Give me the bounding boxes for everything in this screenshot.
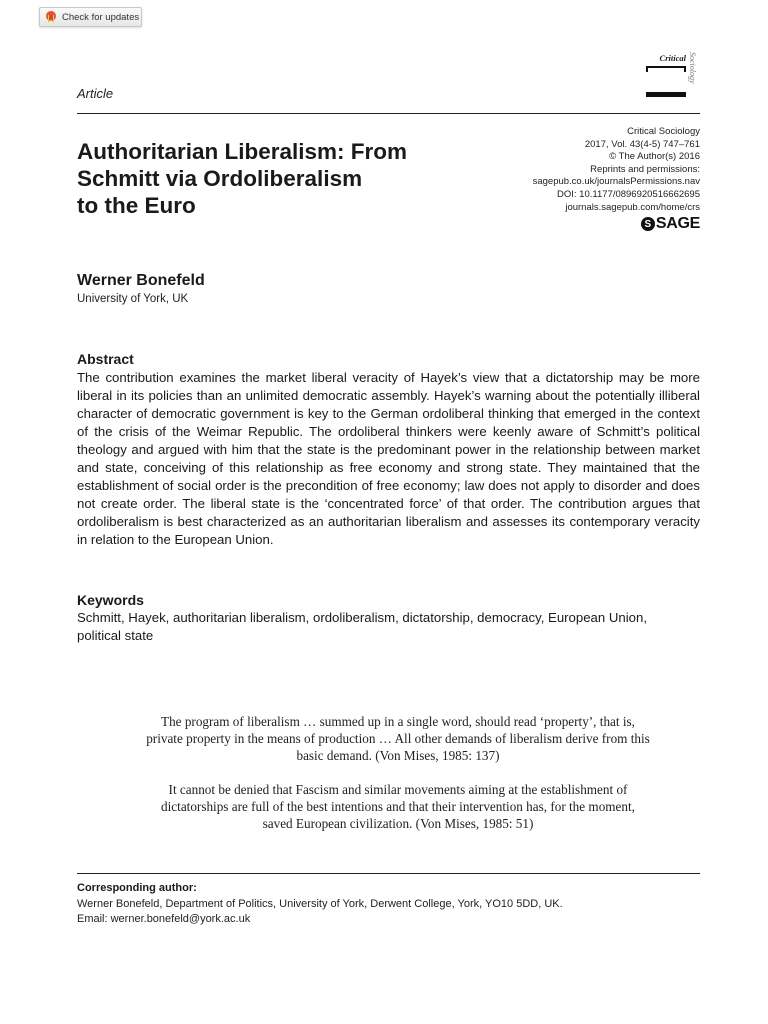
epigraph-line: saved European civilization. (Von Mises, 1985: 51): [262, 816, 534, 831]
check-for-updates-label: Check for updates: [62, 11, 140, 23]
journal-logo-vertical-word: Sociology: [688, 52, 697, 84]
keywords-body: Schmitt, Hayek, authoritarian liberalism, ordoliberalism, dictatorship, democracy, European Union, political state: [77, 610, 647, 643]
corresponding-author-address: Werner Bonefeld, Department of Politics, University of York, Derwent College, York, YO10 5DD, UK.: [77, 898, 563, 910]
sage-logo-icon: S: [641, 217, 655, 231]
check-for-updates-button[interactable]: [39, 7, 142, 27]
doi[interactable]: DOI: 10.1177/0896920516662695: [557, 188, 700, 200]
permissions-label: Reprints and permissions:: [590, 163, 700, 175]
article-title: [77, 138, 497, 219]
abstract-body: The contribution examines the market liberal veracity of Hayek’s view that a dictatorship may be more liberal in its policies than an unlimited democratic assembly. Hayek’s warning about the potentially illiberal character of democratic government is key to the German ordoliberal thinking that emerged in the context of the crisis of the Weimar Republic. The ordoliberal thinkers were keenly aware of Schmitt’s political theology and argued with him that the state is the predominant power in the relationship between market and state, conceiving of this relationship as free economy and strong state. They maintained that the establishment of social order is the precondition of free economy; law does not apply to disorder and does not create order. The liberal state is the ‘concentrated force’ of that order. The contribution argues that ordoliberalism is best characterized as an authoritarian liberalism and assesses its contemporary veracity in relation to the European Union.: [77, 370, 700, 547]
publisher-logo: [641, 215, 700, 233]
title-line: to the Euro: [77, 193, 196, 218]
title-line: Authoritarian Liberalism: From: [77, 139, 408, 164]
publication-info: [533, 126, 700, 214]
journal-logo-bracket: [646, 66, 686, 72]
permissions-link[interactable]: sagepub.co.uk/journalsPermissions.nav: [532, 176, 700, 188]
journal-logo: [628, 50, 702, 104]
publisher-logo-text: SAGE: [655, 215, 700, 232]
journal-logo-word: Critical: [659, 53, 686, 63]
corresponding-author-email[interactable]: Email: werner.bonefeld@york.ac.uk: [77, 913, 251, 925]
keywords-heading: Keywords: [77, 592, 144, 608]
epigraph-line: private property in the means of production … All other demands of liberalism derive from this: [146, 731, 650, 746]
article-type-label: Article: [77, 86, 114, 101]
check-for-updates-icon: [45, 10, 57, 24]
journal-homepage-link[interactable]: journals.sagepub.com/home/crs: [565, 201, 700, 213]
epigraph-line: dictatorships are full of the best intentions and that their intervention has, for the moment,: [161, 799, 635, 814]
epigraph-line: basic demand. (Von Mises, 1985: 137): [296, 748, 500, 763]
author-name: Werner Bonefeld: [77, 272, 205, 289]
title-line: Schmitt via Ordoliberalism: [77, 166, 363, 191]
journal-name: Critical Sociology: [627, 126, 700, 137]
journal-logo-bar: [646, 92, 686, 97]
epigraph-line: It cannot be denied that Fascism and similar movements aiming at the establishment of: [168, 782, 628, 797]
epigraph-quote: [118, 713, 678, 764]
volume-info: 2017, Vol. 43(4-5) 747–761: [584, 138, 700, 150]
header-divider: [77, 113, 700, 114]
abstract-heading: Abstract: [77, 351, 134, 367]
epigraph-quote: [118, 781, 678, 832]
copyright: © The Author(s) 2016: [609, 151, 700, 163]
footer-divider: [77, 873, 700, 874]
epigraph-line: The program of liberalism … summed up in a single word, should read ‘property’, that is,: [161, 714, 635, 729]
corresponding-author-heading: Corresponding author:: [77, 882, 197, 894]
author-affiliation: University of York, UK: [77, 293, 189, 305]
